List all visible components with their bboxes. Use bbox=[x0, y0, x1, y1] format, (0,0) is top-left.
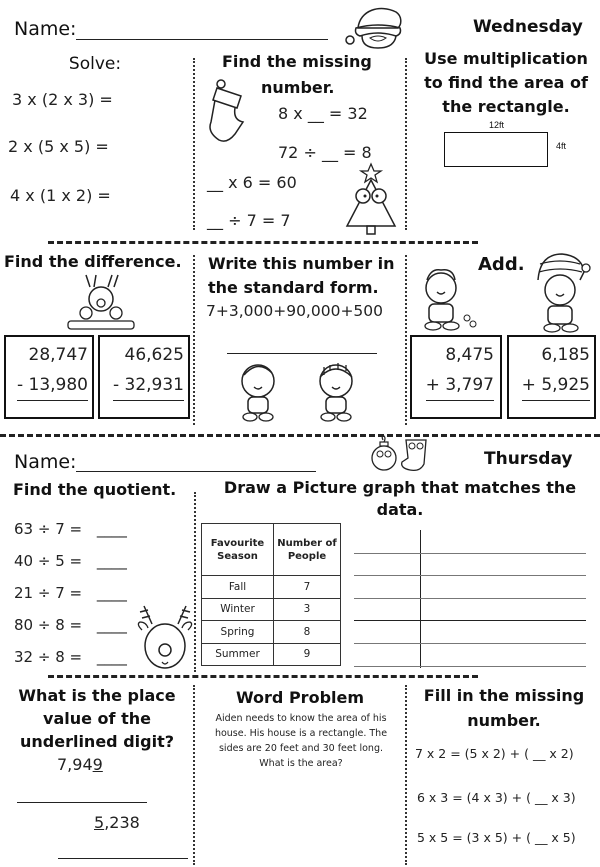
standard-form-title-1: Write this number in bbox=[208, 254, 395, 273]
solve-title: Solve: bbox=[68, 54, 122, 74]
difference-problem-1: 28,747 - 13,980 bbox=[8, 340, 88, 401]
season-data-table: Favourite Season Number of People Fall 7 Winter 3 Spring 8 Summer 9 bbox=[201, 523, 341, 666]
place-value-title-3: underlined digit? bbox=[19, 732, 174, 751]
column-divider bbox=[405, 255, 407, 425]
day-label-wednesday: Wednesday bbox=[473, 17, 583, 37]
quotient-problem-3: 21 ÷ 7 = ____ bbox=[14, 584, 127, 602]
picture-graph-title-2: data. bbox=[376, 500, 424, 519]
rectangle-height-label: 4ft bbox=[556, 141, 567, 151]
add-title: Add. bbox=[478, 254, 525, 275]
section-divider bbox=[48, 241, 478, 244]
word-problem-text: Aiden needs to know the area of his house. His house is a rectangle. The sides are 20 feet and 30 feet long. What is the area? bbox=[214, 713, 388, 769]
missing-problem-2: 72 ÷ __ = 8 bbox=[278, 143, 372, 162]
word-problem-title: Word Problem bbox=[235, 688, 365, 707]
reindeer-icon bbox=[64, 273, 138, 335]
column-divider bbox=[405, 58, 407, 230]
girl-icon bbox=[310, 357, 362, 423]
standard-form-answer-line[interactable] bbox=[227, 353, 377, 354]
missing-number-title-1: Find the missing bbox=[222, 52, 372, 71]
table-row: Spring 8 bbox=[202, 621, 341, 644]
quotient-problem-5: 32 ÷ 8 = ____ bbox=[14, 648, 127, 666]
boy-icon bbox=[236, 359, 284, 423]
ornament-stocking-icon bbox=[370, 436, 430, 474]
area-title-3: the rectangle. bbox=[442, 97, 570, 116]
table-row: Fall 7 bbox=[202, 576, 341, 599]
column-divider bbox=[193, 685, 195, 865]
graph-row-line bbox=[354, 598, 586, 599]
fill-missing-problem-1: 7 x 2 = (5 x 2) + ( __ x 2) bbox=[415, 746, 574, 761]
graph-row-line bbox=[354, 620, 586, 621]
solve-problem-1: 3 x (2 x 3) = bbox=[12, 90, 113, 109]
area-title-1: Use multiplication bbox=[424, 49, 588, 68]
fill-missing-problem-3: 5 x 5 = (3 x 5) + ( __ x 5) bbox=[417, 830, 576, 845]
graph-row-line bbox=[354, 666, 586, 667]
add-problem-2: 6,185 + 5,925 bbox=[510, 340, 590, 401]
difference-problem-2: 46,625 - 32,931 bbox=[102, 340, 184, 401]
fill-missing-title-2: number. bbox=[467, 711, 541, 730]
area-title-2: to find the area of bbox=[424, 73, 588, 92]
graph-row-line bbox=[354, 553, 586, 554]
column-divider bbox=[405, 685, 407, 865]
section-divider bbox=[48, 675, 478, 678]
standard-form-expression: 7+3,000+90,000+500 bbox=[206, 302, 384, 320]
place-value-number-2: 5,238 bbox=[94, 813, 140, 832]
name-field-wednesday[interactable] bbox=[76, 39, 328, 40]
missing-problem-3: __ x 6 = 60 bbox=[207, 173, 297, 192]
fill-missing-title-1: Fill in the missing bbox=[423, 686, 585, 705]
missing-problem-1: 8 x __ = 32 bbox=[278, 104, 368, 123]
column-divider bbox=[193, 255, 195, 425]
quotient-title: Find the quotient. bbox=[13, 480, 177, 499]
picture-graph-title-1: Draw a Picture graph that matches the bbox=[223, 478, 577, 497]
place-value-title-2: value of the bbox=[43, 709, 151, 728]
page-divider bbox=[0, 434, 600, 437]
stocking-icon bbox=[205, 78, 255, 144]
reindeer-face-icon bbox=[136, 606, 194, 672]
place-value-answer-line-1[interactable] bbox=[17, 802, 147, 803]
quotient-problem-2: 40 ÷ 5 = ____ bbox=[14, 552, 127, 570]
standard-form-title-2: the standard form. bbox=[208, 278, 379, 297]
missing-number-title-2: number. bbox=[261, 78, 335, 97]
column-divider bbox=[193, 58, 195, 230]
elf-boy-icon bbox=[415, 264, 483, 334]
graph-vertical-axis bbox=[420, 530, 421, 668]
fill-missing-problem-2: 6 x 3 = (4 x 3) + ( __ x 3) bbox=[417, 790, 576, 805]
name-field-thursday[interactable] bbox=[76, 471, 316, 472]
christmas-tree-icon bbox=[343, 164, 399, 236]
solve-problem-2: 2 x (5 x 5) = bbox=[8, 137, 109, 156]
elf-girl-icon bbox=[530, 250, 590, 334]
solve-problem-3: 4 x (1 x 2) = bbox=[10, 186, 111, 205]
place-value-number-1: 7,949 bbox=[57, 755, 103, 774]
add-problem-1: 8,475 + 3,797 bbox=[414, 340, 494, 401]
graph-row-line bbox=[354, 575, 586, 576]
area-rectangle bbox=[444, 132, 548, 167]
day-label-thursday: Thursday bbox=[484, 449, 573, 469]
name-label-thursday: Name: bbox=[14, 451, 77, 473]
missing-problem-4: __ ÷ 7 = 7 bbox=[207, 211, 291, 230]
place-value-answer-line-2[interactable] bbox=[58, 858, 188, 859]
table-row: Summer 9 bbox=[202, 643, 341, 666]
quotient-problem-1: 63 ÷ 7 = ____ bbox=[14, 520, 127, 538]
table-row: Winter 3 bbox=[202, 598, 341, 621]
difference-title: Find the difference. bbox=[4, 252, 182, 271]
rectangle-width-label: 12ft bbox=[489, 120, 505, 130]
picture-graph-drawing-area[interactable] bbox=[354, 530, 586, 668]
santa-icon bbox=[340, 2, 410, 50]
name-label-wednesday: Name: bbox=[14, 18, 77, 40]
place-value-title-1: What is the place bbox=[18, 686, 176, 705]
column-divider bbox=[194, 492, 196, 672]
quotient-problem-4: 80 ÷ 8 = ____ bbox=[14, 616, 127, 634]
graph-row-line bbox=[354, 643, 586, 644]
